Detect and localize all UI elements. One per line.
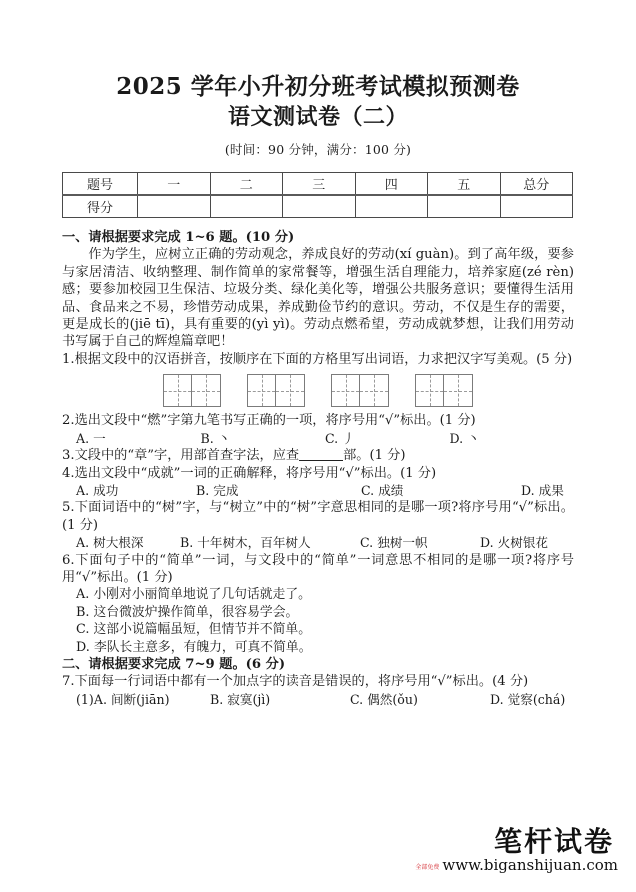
score-table-col-5: 五	[428, 173, 501, 196]
question-7-option-a-text: A. 间断(jiān)	[93, 691, 170, 707]
question-5-option-d[interactable]: D. 火树银花	[480, 535, 549, 551]
exam-body	[62, 229, 574, 708]
score-table-col-3: 三	[283, 173, 356, 196]
score-cell-2[interactable]	[210, 195, 283, 218]
score-table-col-2: 二	[210, 173, 283, 196]
score-table-col-4: 四	[355, 173, 428, 196]
question-2-option-d[interactable]: D. 丶	[449, 430, 480, 446]
question-4-options	[62, 482, 574, 499]
question-6-option-b[interactable]: B. 这台微波炉操作简单，很容易学会。	[76, 604, 299, 620]
score-cell-4[interactable]	[355, 195, 428, 218]
question-2-option-c[interactable]: C. 丿	[325, 430, 355, 446]
question-7-options	[62, 691, 574, 708]
question-6-text: 6.下面句子中的“简单”一词，与文段中的“简单”一词意思不相同的是哪一项?将序号用“√”标出。(1 分)	[62, 552, 574, 585]
paper-content	[62, 0, 574, 708]
tianzige-cell[interactable]	[164, 375, 192, 406]
question-7-sub-label: (1)	[76, 691, 94, 707]
section-1-heading: 一、请根据要求完成 1~6 题。(10 分)	[62, 230, 295, 246]
page-subtitle: 语文测试卷（二）	[227, 104, 408, 131]
question-6-option-d[interactable]: D. 李队长主意多，有魄力，可真不简单。	[76, 639, 312, 655]
exam-info: (时间：90 分钟，满分：100 分)	[224, 142, 412, 158]
site-url: www.biganshijuan.com	[442, 856, 618, 874]
question-5-options	[62, 534, 574, 551]
tianzige-group[interactable]	[331, 374, 389, 407]
tianzige-cell[interactable]	[192, 375, 220, 406]
logo-bottom-row	[408, 856, 618, 874]
score-cell-1[interactable]	[138, 195, 211, 218]
tianzige-group[interactable]	[163, 374, 221, 407]
score-table-label-question: 题号	[63, 173, 138, 196]
question-2-text: 2.选出文段中“燃”字第九笔书写正确的一项，将序号用“√”标出。(1 分)	[62, 413, 476, 429]
question-2-option-b[interactable]: B. 丶	[200, 430, 231, 446]
tianzige-cell[interactable]	[276, 375, 304, 406]
question-3-prompt: 3.文段中的“章”字，用部首查字法，应查	[62, 448, 300, 464]
score-cell-5[interactable]	[428, 195, 501, 218]
question-6-option-a[interactable]: A. 小刚对小丽简单地说了几句话就走了。	[76, 587, 311, 603]
table-row-scores	[63, 195, 573, 218]
question-1-answer-grid	[62, 374, 574, 407]
question-3-blank-input[interactable]	[299, 448, 343, 461]
question-4-text: 4.选出文段中“成就”一词的正确解释，将序号用“√”标出。(1 分)	[62, 465, 437, 481]
question-5-option-a[interactable]: A. 树大根深	[76, 535, 144, 551]
question-7-option-c[interactable]: C. 偶然(ǒu)	[350, 691, 418, 707]
table-row-question-numbers	[63, 173, 573, 196]
score-table-col-1: 一	[138, 173, 211, 196]
question-5-option-c[interactable]: C. 独树一帜	[360, 535, 428, 551]
question-6-options	[62, 586, 574, 656]
question-7-option-d[interactable]: D. 觉察(chá)	[490, 691, 566, 707]
tianzige-cell[interactable]	[248, 375, 276, 406]
question-5-option-b[interactable]: B. 十年树木，百年树人	[180, 535, 311, 551]
question-7-option-a[interactable]	[76, 691, 210, 708]
question-3-text	[62, 447, 574, 464]
free-badge: 全部免费	[415, 864, 440, 871]
tianzige-group[interactable]	[247, 374, 305, 407]
reading-passage: 作为学生，应树立正确的劳动观念，养成良好的劳动(xí guàn)。到了高年级，要参与家居清洁、收纳整理、制作简单的家常餐等，增强生活自理能力，培养家庭(zé rèn)感；要参加校园卫生保洁、垃圾分类、绿化美化等，增强公共服务意识；要懂得生活用品、食品来之不易，珍惜劳动成果，养成勤俭节约的意识。劳动，不仅是生存的需要，更是成长的(jiē tī)，具有重要的(yì yì)。劳动点燃希望，劳动成就梦想，让我们用劳动书写属于自己的辉煌篇章吧！	[62, 247, 574, 350]
question-6-option-c[interactable]: C. 这部小说篇幅虽短，但情节并不简单。	[76, 622, 312, 638]
tianzige-group[interactable]	[415, 374, 473, 407]
score-table	[62, 172, 573, 218]
question-4-option-d[interactable]: D. 成果	[521, 482, 564, 498]
question-1-text: 1.根据文段中的汉语拼音，按顺序在下面的方格里写出词语，力求把汉字写美观。(5 分)	[62, 351, 573, 367]
question-2-options	[62, 430, 574, 447]
brand-name: 笔杆试卷	[493, 824, 614, 858]
tianzige-cell[interactable]	[360, 375, 388, 406]
score-cell-3[interactable]	[283, 195, 356, 218]
question-3-suffix: 部。(1 分)	[343, 448, 406, 464]
tianzige-cell[interactable]	[444, 375, 472, 406]
score-table-label-score: 得分	[63, 195, 138, 218]
tianzige-cell[interactable]	[416, 375, 444, 406]
site-logo	[408, 824, 618, 874]
question-7-text: 7.下面每一行词语中都有一个加点字的读音是错误的，将序号用“√”标出。(4 分)	[62, 674, 529, 690]
question-4-option-a[interactable]: A. 成功	[76, 482, 119, 498]
question-4-option-c[interactable]: C. 成绩	[361, 482, 404, 498]
section-2-heading: 二、请根据要求完成 7~9 题。(6 分)	[62, 656, 286, 672]
score-cell-total[interactable]	[500, 195, 573, 218]
question-7-option-b[interactable]: B. 寂寞(jì)	[210, 691, 271, 707]
tianzige-cell[interactable]	[332, 375, 360, 406]
score-table-col-total: 总分	[500, 173, 573, 196]
page-title: 2025 学年小升初分班考试模拟预测卷	[116, 73, 520, 100]
question-2-option-a[interactable]: A. 一	[76, 430, 106, 446]
question-4-option-b[interactable]: B. 完成	[196, 482, 239, 498]
question-5-text: 5.下面词语中的“树”字，与“树立”中的“树”字意思相同的是哪一项?将序号用“√”标出。(1 分)	[62, 500, 574, 533]
